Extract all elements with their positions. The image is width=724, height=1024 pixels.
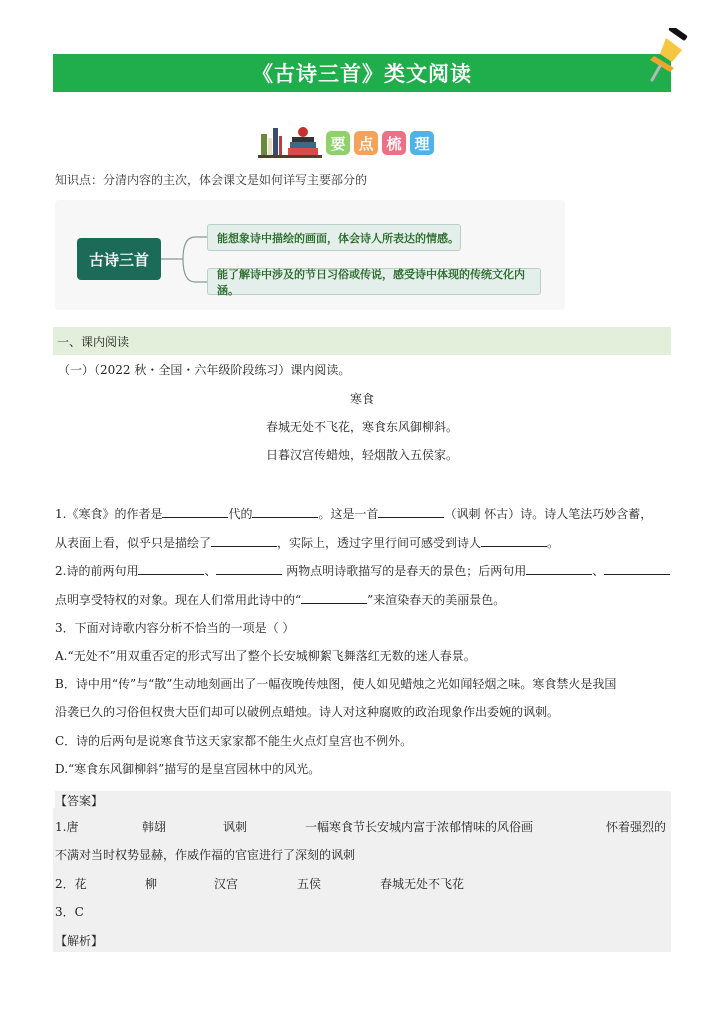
badge-shu: 梳 — [382, 131, 406, 155]
mindmap-node: 能想象诗中描绘的画面，体会诗人所表达的情感。 — [207, 224, 461, 251]
answer-1: 1.唐 — [55, 820, 79, 834]
option-b: B．诗中用“传”与“散”生动地刻画出了一幅夜晚传烛图，使人如见蜡烛之光如闻轻烟之味。寒食禁火是我国 — [55, 677, 617, 691]
mindmap — [55, 200, 565, 310]
books-icon — [258, 124, 322, 158]
knowledge-point: 知识点：分清内容的主次，体会课文是如何详写主要部分的 — [55, 173, 368, 187]
answer-1-cont: 不满对当时权势显赫，作威作福的官宦进行了深刻的讽刺 — [55, 848, 356, 862]
answer-2: 春城无处不飞花 — [380, 877, 465, 891]
answer-2: 柳 — [145, 877, 158, 891]
badge-li: 理 — [410, 131, 434, 155]
answer-1: 怀着强烈的 — [606, 820, 667, 834]
answer-blank[interactable] — [301, 592, 367, 604]
mindmap-node: 能了解诗中涉及的节日习俗或传说，感受诗中体现的传统文化内涵。 — [207, 268, 541, 295]
analysis-heading: 【解析】 — [55, 934, 104, 948]
section-heading: 一、课内阅读 — [53, 327, 671, 355]
question-1-cont: 从表面上看，似乎只是描绘了 ，实际上，透过字里行间可感受到诗人 。 — [55, 536, 560, 550]
option-a: A.“无处不”用双重否定的形式写出了整个长安城柳絮飞舞落红无数的迷人春景。 — [55, 649, 476, 663]
answer-blank[interactable] — [138, 563, 204, 575]
poem-line: 春城无处不飞花，寒食东风御柳斜。 — [265, 420, 458, 434]
badge-yao: 要 — [326, 131, 350, 155]
answer-blank[interactable] — [162, 506, 228, 518]
reading-intro: （一）（2022 秋・全国・六年级阶段练习）课内阅读。 — [58, 363, 351, 377]
answer-blank[interactable] — [216, 563, 282, 575]
option-c: C．诗的后两句是说寒食节这天家家都不能生火点灯皇宫也不例外。 — [55, 734, 413, 748]
answer-blank[interactable] — [481, 535, 547, 547]
option-b-cont: 沿袭已久的习俗但权贵大臣们却可以破例点蜡烛。诗人对这种腐败的政治现象作出委婉的讽刺。 — [55, 705, 560, 719]
answer-heading: 【答案】 — [55, 794, 104, 808]
title-banner — [53, 54, 671, 92]
poem-line: 日暮汉宫传蜡烛，轻烟散入五侯家。 — [265, 448, 458, 462]
answer-blank[interactable] — [252, 506, 318, 518]
page-title: 《古诗三首》类文阅读 — [252, 62, 472, 86]
pushpin-icon — [640, 28, 692, 84]
key-points-banner — [258, 124, 434, 158]
answer-blank[interactable] — [526, 563, 592, 575]
question-2-cont: 点明享受特权的对象。现在人们常用此诗中的“ ”来渲染春天的美丽景色。 — [55, 593, 506, 607]
poem-title: 寒食 — [349, 392, 374, 406]
answer-1: 讽刺 — [223, 820, 248, 834]
answer-2: 五侯 — [297, 877, 322, 891]
answer-blank[interactable] — [378, 506, 444, 518]
option-d: D.“寒食东风御柳斜”描写的是皇宫园林中的风光。 — [55, 762, 321, 776]
answer-blank[interactable] — [604, 563, 670, 575]
answer-3: 3．C — [55, 905, 84, 919]
answer-2: 汉宫 — [214, 877, 239, 891]
answer-2: 2．花 — [55, 877, 87, 891]
mindmap-root: 古诗三首 — [77, 238, 161, 280]
answer-1: 一幅寒食节长安城内富于浓郁情味的风俗画 — [305, 820, 534, 834]
answer-heading-bg — [55, 791, 671, 808]
question-2: 2.诗的前两句用 、 两物点明诗歌描写的是春天的景色；后两句用 、 — [55, 562, 670, 579]
question-3: 3．下面对诗歌内容分析不恰当的一项是（ ） — [55, 621, 295, 635]
answer-1: 韩翃 — [142, 820, 167, 834]
answer-blank[interactable] — [211, 535, 277, 547]
question-1: 1.《寒食》的作者是 代的 。这是一首 （讽刺 怀古）诗。诗人笔法巧妙含蓄， — [55, 507, 653, 521]
badge-dian: 点 — [354, 131, 378, 155]
